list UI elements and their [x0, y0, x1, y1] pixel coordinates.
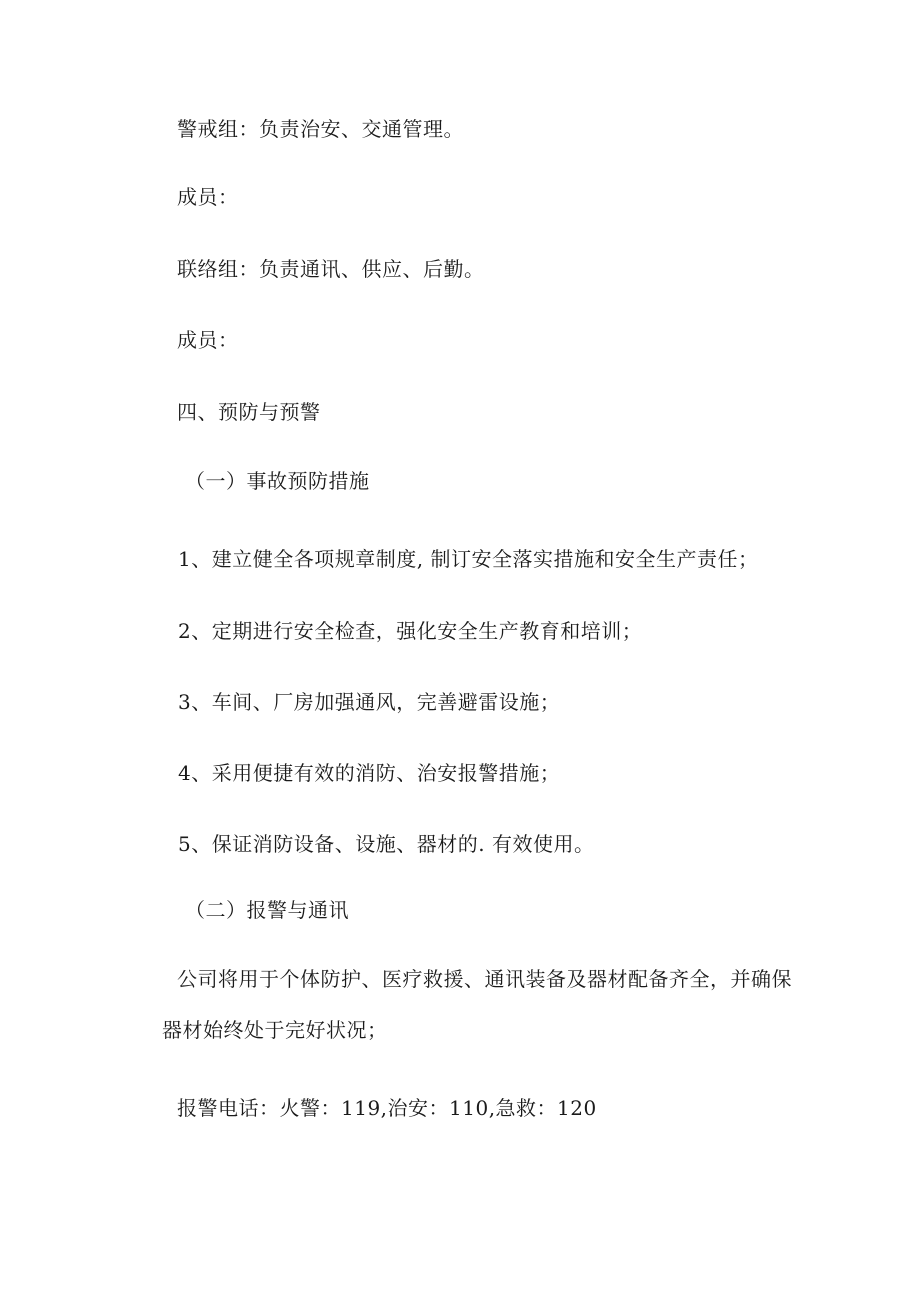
measure-item: 4、采用便捷有效的消防、治安报警措施； — [178, 761, 561, 785]
subsection-heading: （二）报警与通讯 — [185, 898, 349, 922]
measure-item: 1、建立健全各项规章制度, 制订安全落实措施和安全生产责任； — [178, 547, 759, 571]
measure-item: 2、定期进行安全检查，强化安全生产教育和培训； — [178, 619, 643, 643]
guard-group-line: 警戒组：负责治安、交通管理。 — [177, 117, 464, 141]
liaison-group-line: 联络组：负责通讯、供应、后勤。 — [177, 257, 485, 281]
section-heading: 四、预防与预警 — [177, 400, 321, 424]
liaison-group-members-line: 成员： — [177, 328, 239, 352]
alarm-phone-line: 报警电话：火警：119,治安：110,急救：120 — [177, 1096, 597, 1120]
paragraph-line: 公司将用于个体防护、医疗救援、通讯装备及器材配备齐全，并确保 — [177, 967, 792, 991]
measure-item: 3、车间、厂房加强通风，完善避雷设施； — [178, 690, 561, 714]
paragraph-line: 器材始终处于完好状况； — [162, 1018, 388, 1042]
measure-item: 5、保证消防设备、设施、器材的. 有效使用。 — [178, 832, 595, 856]
subsection-heading: （一）事故预防措施 — [185, 469, 370, 493]
guard-group-members-line: 成员： — [177, 185, 239, 209]
